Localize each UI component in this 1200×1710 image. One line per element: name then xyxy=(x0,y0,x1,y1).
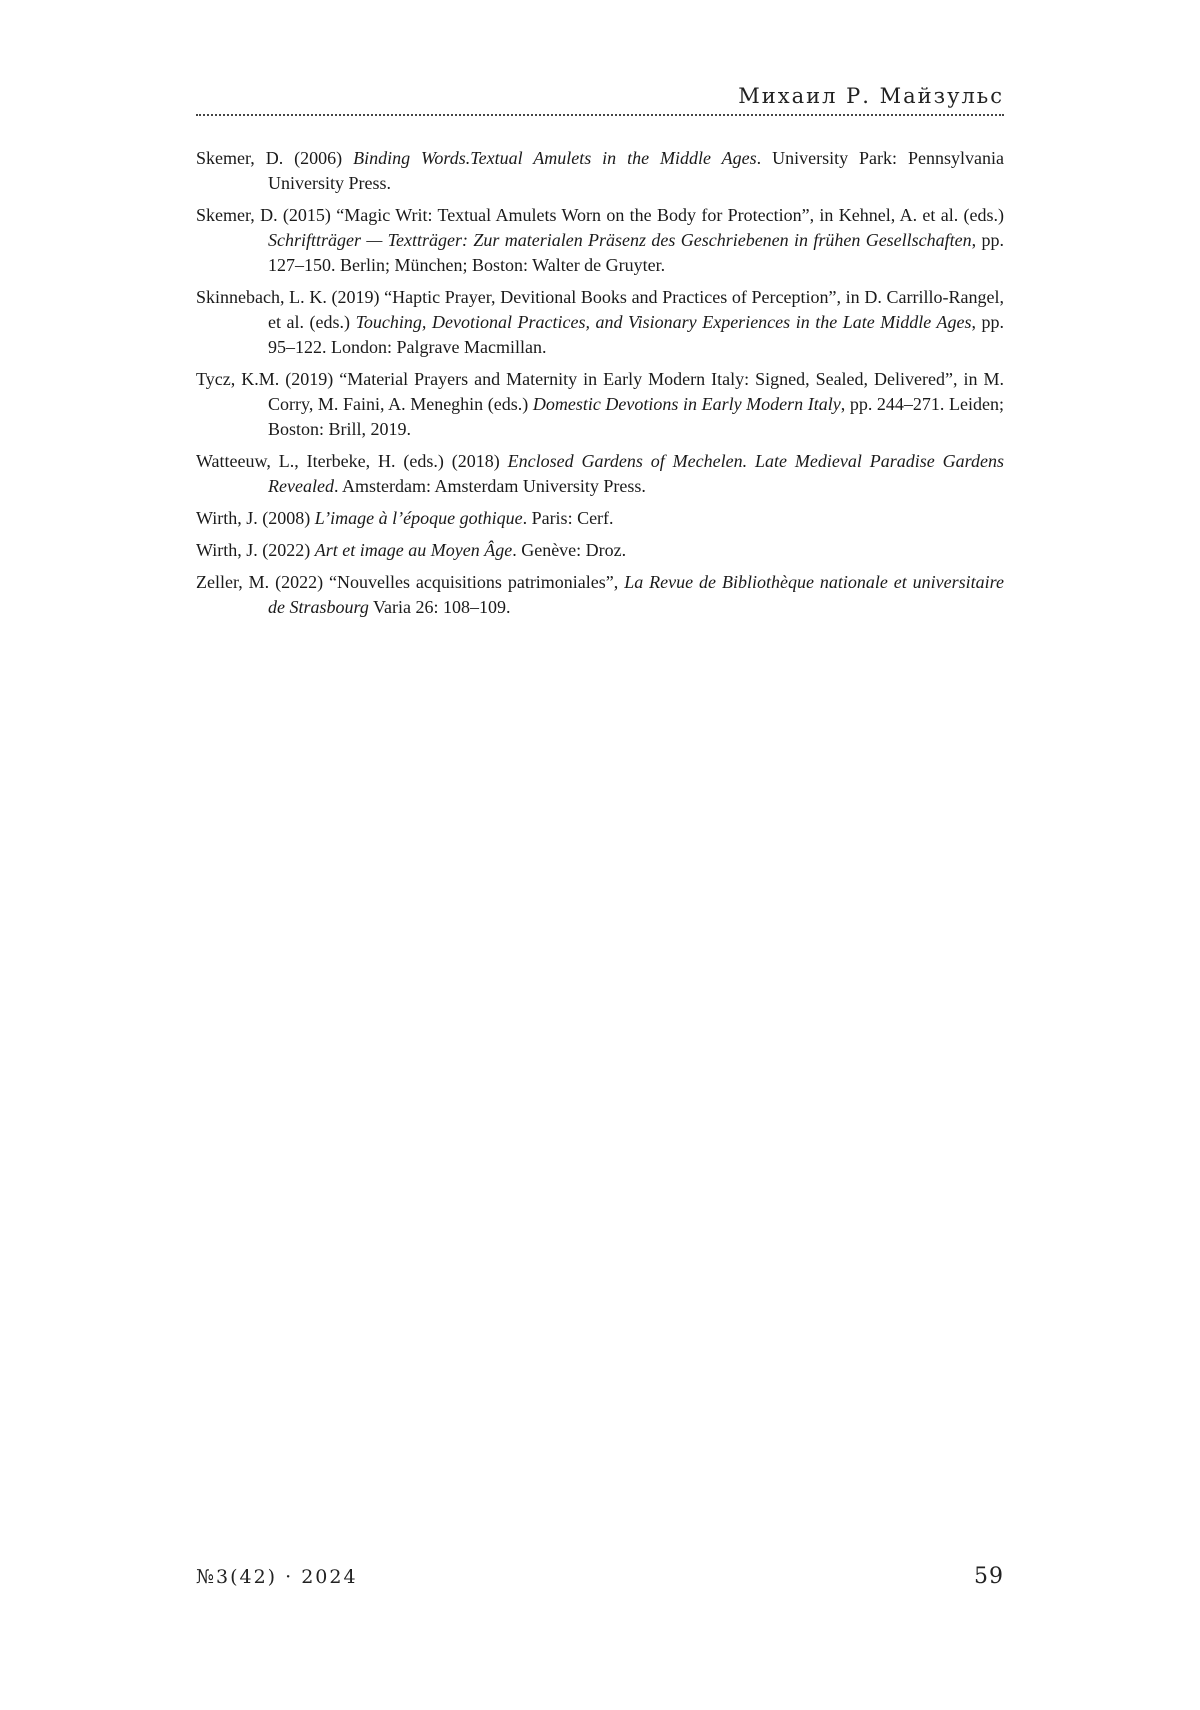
reference-text: , pp. 127–150. Berlin; München; Boston: Walter de Gruyter. xyxy=(268,230,1005,275)
reference-title: Enclosed Gardens of Mechelen. Late Medieval Paradise Gardens Revealed xyxy=(268,451,1004,496)
reference-text: Skinnebach, L. K. (2019) “Haptic Prayer, Devitional Books and Practices of Perception”, in D. Carrillo-Rangel, et al. (eds.) xyxy=(196,287,1004,332)
reference-title: Art et image au Moyen Âge xyxy=(314,540,513,560)
reference-text: , pp. 244–271. Leiden; Boston: Brill, 2019. xyxy=(268,394,1004,439)
reference-entry xyxy=(196,285,1004,360)
page-number: 59 xyxy=(974,1564,1004,1589)
reference-text: Zeller, M. (2022) “Nouvelles acquisitions patrimoniales”, xyxy=(196,572,625,592)
reference-title: L’image à l’époque gothique xyxy=(314,508,523,528)
reference-text: Watteeuw, L., Iterbeke, H. (eds.) (2018) xyxy=(196,451,508,471)
reference-text: Varia 26: 108–109. xyxy=(368,597,511,617)
reference-title: Binding Words.Textual Amulets in the Middle Ages xyxy=(353,148,757,168)
reference-text: . Paris: Cerf. xyxy=(522,508,614,528)
reference-text: Tycz, K.M. (2019) “Material Prayers and Maternity in Early Modern Italy: Signed, Sealed, Delivered”, in M. Corry, M. Faini, A. Meneghin (eds.) xyxy=(196,369,1004,414)
reference-list xyxy=(196,146,1004,627)
reference-entry xyxy=(196,146,1004,196)
reference-title: Domestic Devotions in Early Modern Italy xyxy=(532,394,841,414)
reference-text: . Genève: Droz. xyxy=(512,540,627,560)
reference-text: Skemer, D. (2006) xyxy=(196,148,354,168)
reference-text: Skemer, D. (2015) “Magic Writ: Textual Amulets Worn on the Body for Protection”, in Kehnel, A. et al. (eds.) xyxy=(196,205,1004,225)
reference-text: Wirth, J. (2008) xyxy=(196,508,315,528)
reference-text: , pp. 95–122. London: Palgrave Macmillan. xyxy=(268,312,1005,357)
reference-entry xyxy=(196,570,1004,620)
reference-text: . University Park: Pennsylvania University Press. xyxy=(268,148,1004,193)
reference-entry xyxy=(196,203,1004,278)
issue-number: №3(42) · 2024 xyxy=(196,1566,358,1588)
reference-title: Touching, Devotional Practices, and Visionary Experiences in the Late Middle Ages xyxy=(355,312,972,332)
reference-text: Wirth, J. (2022) xyxy=(196,540,315,560)
reference-text: . Amsterdam: Amsterdam University Press. xyxy=(333,476,646,496)
reference-entry xyxy=(196,367,1004,442)
reference-entry xyxy=(196,538,1004,563)
reference-title: La Revue de Bibliothèque nationale et universitaire de Strasbourg xyxy=(268,572,1004,617)
header-author: Михаил Р. Майзульс xyxy=(738,84,1004,108)
reference-title: Schriftträger — Textträger: Zur materialen Präsenz des Geschriebenen in frühen Gesellschaften xyxy=(268,230,972,250)
running-header xyxy=(196,80,1004,116)
reference-entry xyxy=(196,449,1004,499)
reference-entry xyxy=(196,506,1004,531)
